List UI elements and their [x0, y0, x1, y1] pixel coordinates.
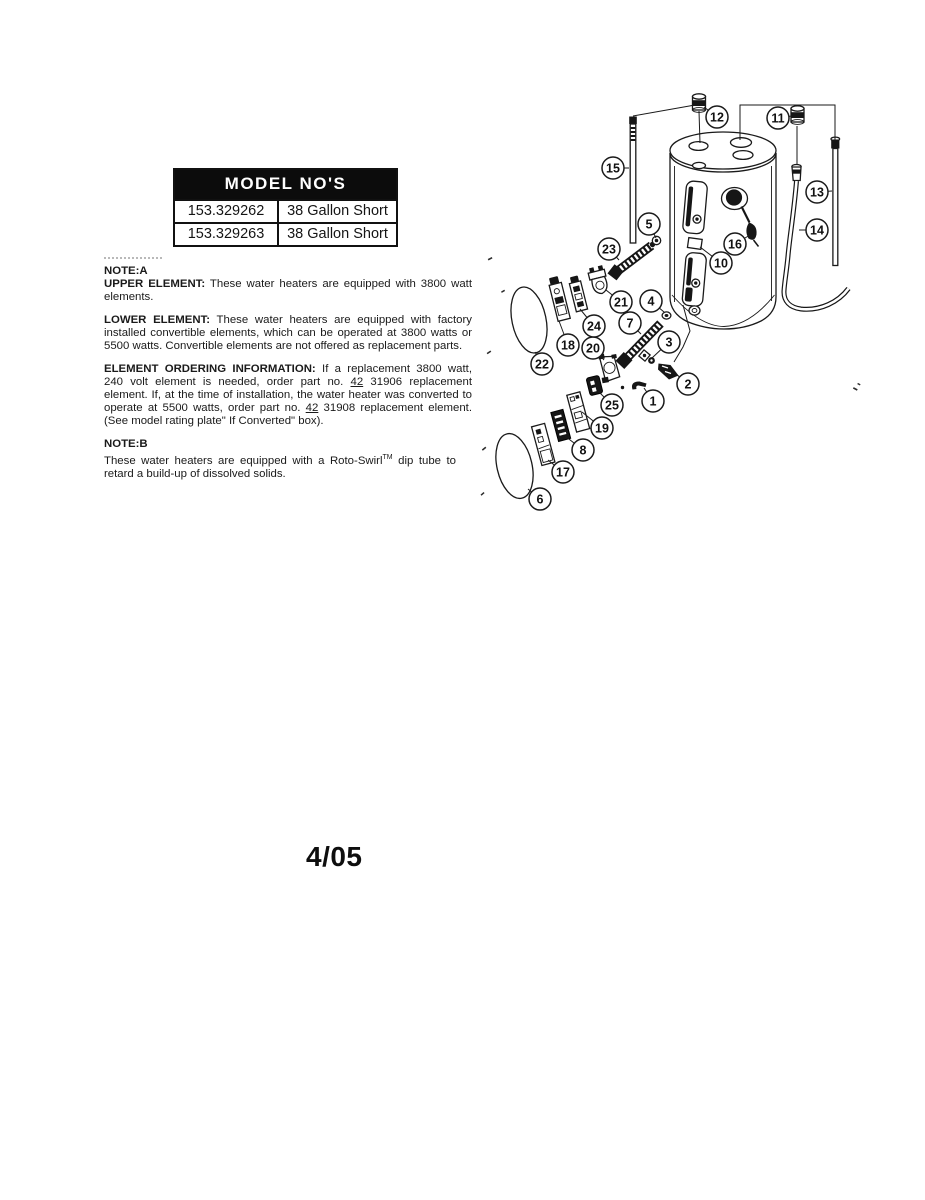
- connector-line: [633, 105, 695, 116]
- footer-date: 4/05: [306, 841, 363, 872]
- part-17-cover: [532, 423, 555, 465]
- callout-label-11: 11: [771, 111, 785, 126]
- upper-element-paragraph: UPPER ELEMENT: These water heaters are equipped with 3800 watt elements.: [104, 278, 472, 303]
- callout-label-20: 20: [586, 341, 600, 356]
- callout-label-3: 3: [665, 335, 673, 350]
- tank-top-hole: [733, 151, 753, 160]
- callout-label-2: 2: [684, 377, 692, 392]
- part-5-screw: [652, 236, 660, 244]
- part-1-handle: [621, 382, 647, 390]
- table-row: [174, 223, 397, 246]
- part-number-underlined: 42: [350, 376, 364, 388]
- model-numbers-table: [173, 168, 398, 247]
- part-8-element-block: [551, 409, 571, 441]
- callout-label-13: 13: [810, 185, 824, 200]
- part-24-thermostat: [568, 275, 588, 312]
- model-desc-cell: 38 Gallon Short: [278, 223, 397, 246]
- callout-label-21: 21: [614, 295, 628, 310]
- callout-label-14: 14: [810, 223, 824, 238]
- part-21-bracket: [587, 265, 610, 296]
- tank-bottom-hole: [689, 306, 700, 315]
- callout-label-8: 8: [579, 443, 587, 458]
- callout-label-6: 6: [536, 492, 544, 507]
- part-25-switch: [586, 375, 603, 396]
- callout-label-19: 19: [595, 421, 609, 436]
- part-12-pipe-nipple: [693, 94, 706, 113]
- callout-label-5: 5: [645, 217, 653, 232]
- callout-label-24: 24: [587, 319, 601, 334]
- callout-label-4: 4: [647, 294, 655, 309]
- tank-top-hole: [693, 162, 706, 168]
- note-b-paragraph: These water heaters are equipped with a Roto-Swirl™ dip tube to retard a build-up of dissolved solids.: [104, 454, 456, 480]
- callout-label-23: 23: [602, 242, 616, 257]
- table-row: [174, 200, 397, 223]
- part-4-grommet: [662, 312, 671, 319]
- upper-element-panel: [682, 181, 707, 235]
- part-11-pipe-nipple: [791, 106, 804, 125]
- tank-top-hole: [731, 138, 752, 148]
- tank-top: [670, 132, 776, 169]
- tank-top-hole: [689, 142, 708, 151]
- part-13-anode-rod: [831, 137, 840, 265]
- callout-label-18: 18: [561, 338, 575, 353]
- lower-element-paragraph: LOWER ELEMENT: These water heaters are equipped with factory installed convertible elements, which can be operated at 3800 watts or 5500 watts. Convertible elements are not offered as replacement parts.: [104, 314, 472, 352]
- note-b-title: NOTE:B: [104, 438, 148, 450]
- model-number-cell: 153.329263: [174, 223, 278, 246]
- scan-artifact-dots: [104, 257, 162, 259]
- model-table-header: MODEL NO'S: [174, 169, 397, 200]
- callout-label-12: 12: [710, 110, 724, 125]
- model-desc-cell: 38 Gallon Short: [278, 200, 397, 223]
- part-19-cover: [567, 392, 590, 432]
- callout-label-15: 15: [606, 161, 620, 176]
- callout-label-1: 1: [649, 394, 657, 409]
- part-22-access-cover: [505, 284, 552, 357]
- part-18-thermostat: [547, 276, 570, 322]
- lower-element-panel: [682, 252, 707, 307]
- callout-label-17: 17: [556, 465, 570, 480]
- callout-label-22: 22: [535, 357, 549, 372]
- element-ordering-paragraph: ELEMENT ORDERING INFORMATION: If a replacement 3800 watt, 240 volt element is needed, order part no. 42 31906 replacement element. If, at the time of installation, the water heater was converted to operate at 5500 watts, order part no. 42 31908 replacement element. (See model rating plate" If Converted" box).: [104, 363, 472, 427]
- callout-label-25: 25: [605, 398, 619, 413]
- model-number-cell: 153.329262: [174, 200, 278, 223]
- part-15-rod: [629, 117, 637, 244]
- notes-section: [104, 265, 472, 491]
- note-a-title: NOTE:A: [104, 265, 148, 277]
- trademark-symbol: TM: [382, 454, 393, 461]
- part-2-fitting: [658, 364, 679, 380]
- callout-label-7: 7: [626, 316, 634, 331]
- part-number-underlined: 42: [305, 402, 319, 414]
- parts-diagram: [478, 88, 892, 518]
- callout-label-16: 16: [728, 237, 742, 252]
- callout-label-10: 10: [714, 256, 728, 271]
- water-heater-tank: [670, 132, 776, 329]
